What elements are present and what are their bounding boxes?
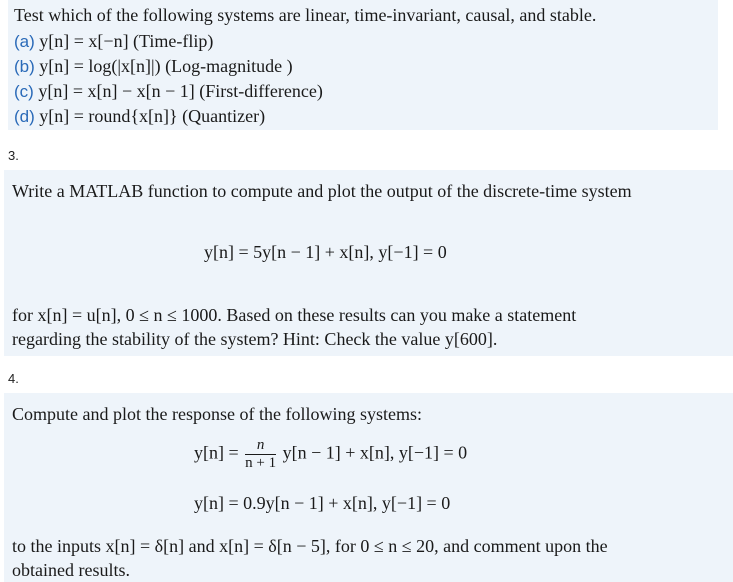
problem-4-number: 4.	[8, 371, 19, 386]
eq1-rhs: y[n − 1] + x[n], y[−1] = 0	[282, 442, 468, 463]
item-d-label: (d)	[14, 107, 35, 126]
item-b-text: y[n] = log(|x[n]|) (Log-magnitude )	[39, 56, 293, 76]
item-c-label: (c)	[14, 82, 34, 101]
problem-4-box	[4, 393, 733, 582]
problem-3-number: 3.	[8, 148, 19, 163]
problem-2-item-d	[14, 106, 265, 127]
eq1-fraction	[245, 437, 276, 472]
problem-3-body-line2: regarding the stability of the system? Hint: Check the value y[600].	[12, 329, 498, 349]
problem-4-equation-2: y[n] = 0.9y[n − 1] + x[n], y[−1] = 0	[194, 493, 451, 513]
problem-2-box	[8, 0, 718, 130]
problem-2-intro: Test which of the following systems are linear, time-invariant, causal, and stable.	[14, 5, 597, 25]
item-c-text: y[n] = x[n] − x[n − 1] (First-difference)	[38, 81, 323, 101]
eq1-fraction-numerator: n	[245, 437, 276, 455]
problem-4-body-line1: to the inputs x[n] = δ[n] and x[n] = δ[n − 5], for 0 ≤ n ≤ 20, and comment upon the	[12, 536, 608, 556]
problem-4-equation-1	[194, 437, 467, 472]
problem-3-equation: y[n] = 5y[n − 1] + x[n], y[−1] = 0	[204, 242, 447, 262]
problem-3-prompt: Write a MATLAB function to compute and plot the output of the discrete-time system	[12, 181, 632, 201]
eq1-fraction-denominator: n + 1	[245, 455, 277, 471]
problem-2-item-a	[14, 31, 213, 52]
item-a-label: (a)	[14, 32, 35, 51]
item-a-text: y[n] = x[−n] (Time-flip)	[39, 31, 214, 51]
problem-3-box	[4, 170, 733, 356]
problem-2-item-b	[14, 56, 293, 77]
problem-4-prompt: Compute and plot the response of the following systems:	[12, 404, 422, 424]
item-d-text: y[n] = round{x[n]} (Quantizer)	[39, 106, 266, 126]
problem-4-body-line2: obtained results.	[12, 560, 130, 580]
eq1-lhs: y[n] =	[194, 442, 239, 463]
problem-3-body-line1: for x[n] = u[n], 0 ≤ n ≤ 1000. Based on these results can you make a statement	[12, 305, 577, 325]
item-b-label: (b)	[14, 57, 35, 76]
problem-2-item-c	[14, 81, 323, 102]
